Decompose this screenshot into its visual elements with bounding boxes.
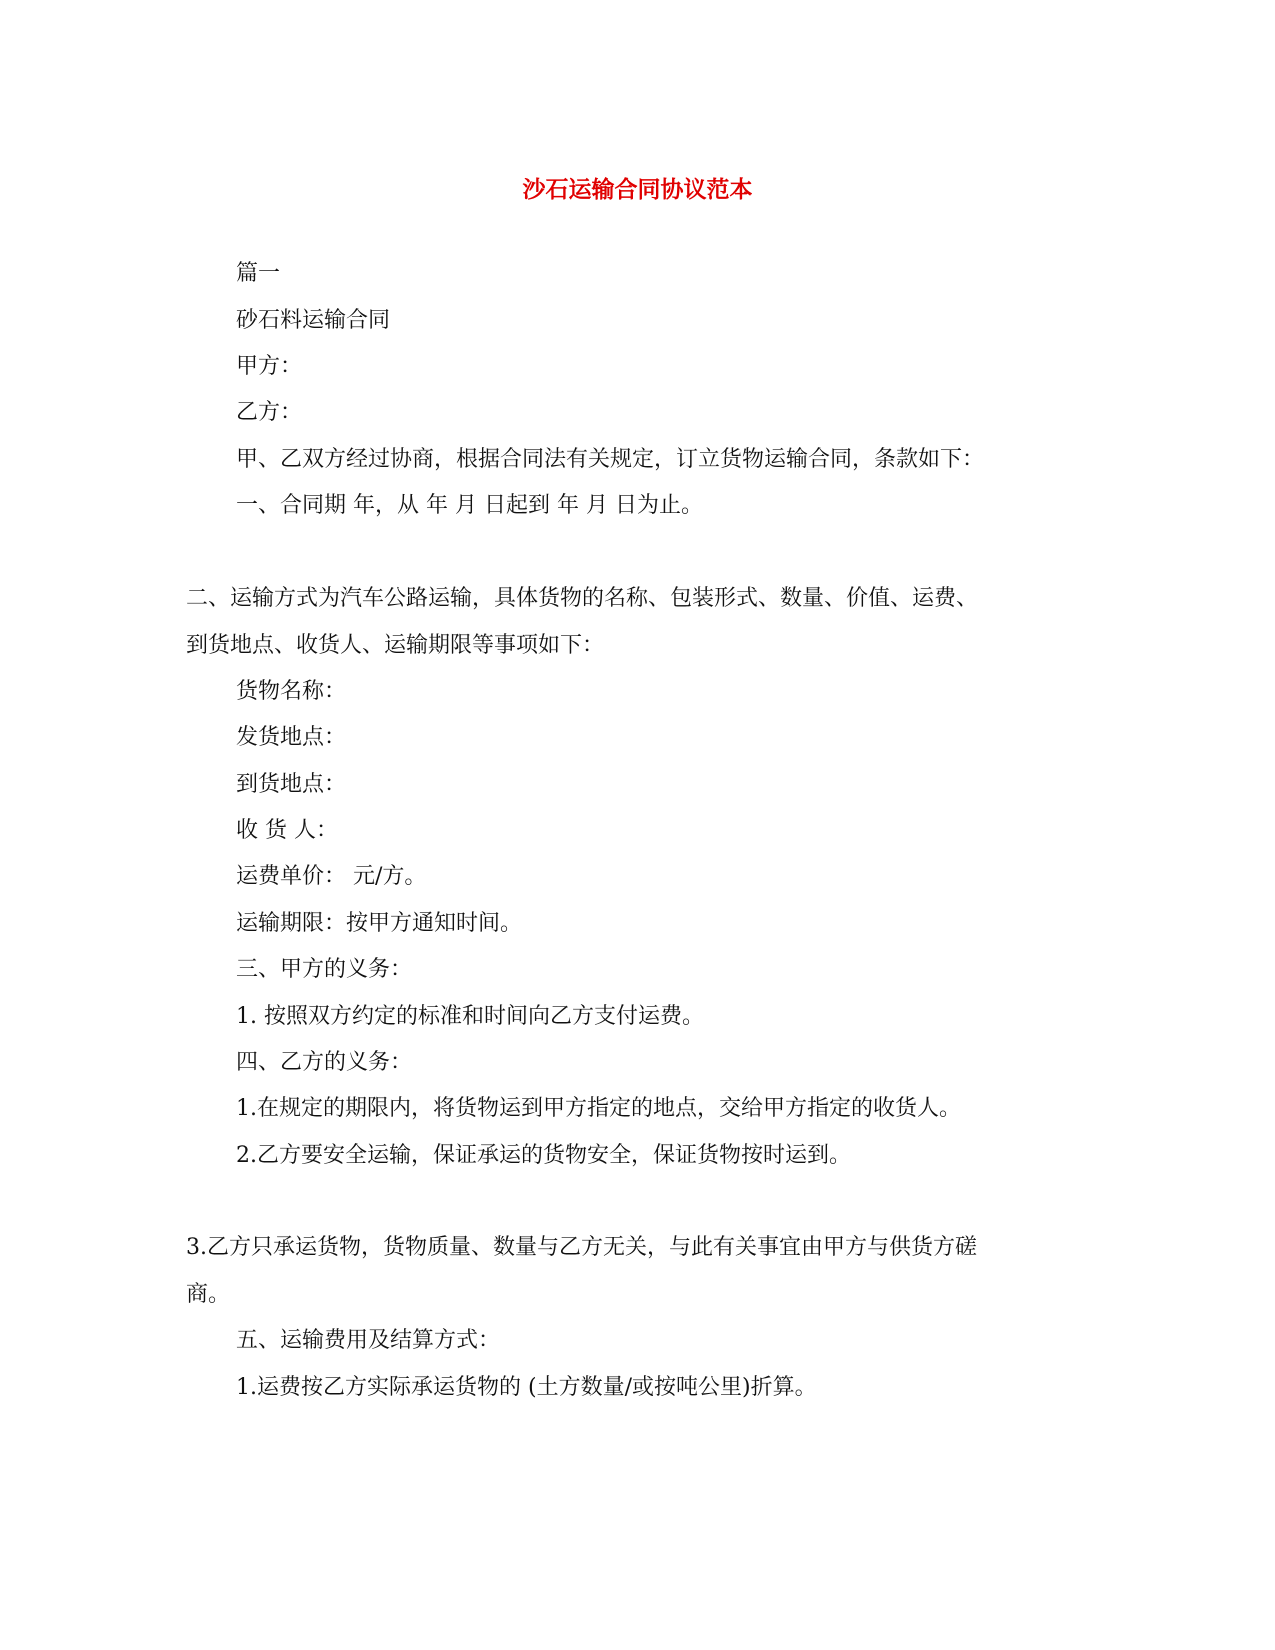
clause-4-item-3-line-2: 商。 bbox=[186, 1282, 231, 1307]
party-b: 乙方： bbox=[236, 400, 303, 425]
clause-5-heading: 五、运输费用及结算方式： bbox=[236, 1328, 501, 1353]
transport-period: 运输期限：按甲方通知时间。 bbox=[236, 911, 523, 936]
clause-5-item-1: 1.运费按乙方实际承运货物的 (土方数量/或按吨公里)折算。 bbox=[236, 1375, 817, 1400]
consignee: 收 货 人： bbox=[236, 818, 338, 843]
clause-4-item-1: 1.在规定的期限内，将货物运到甲方指定的地点，交给甲方指定的收货人。 bbox=[236, 1096, 961, 1121]
clause-3-heading: 三、甲方的义务： bbox=[236, 957, 413, 982]
clause-3-item-1: 1. 按照双方约定的标准和时间向乙方支付运费。 bbox=[236, 1004, 704, 1029]
freight-unit-price: 运费单价： 元/方。 bbox=[236, 864, 427, 889]
contract-name: 砂石料运输合同 bbox=[236, 308, 391, 333]
clause-2-line-1: 二、运输方式为汽车公路运输，具体货物的名称、包装形式、数量、价值、运费、 bbox=[186, 586, 979, 611]
clause-4-item-2: 2.乙方要安全运输，保证承运的货物安全，保证货物按时运到。 bbox=[236, 1143, 851, 1168]
clause-4-heading: 四、乙方的义务： bbox=[236, 1050, 413, 1075]
preamble: 甲、乙双方经过协商，根据合同法有关规定，订立货物运输合同，条款如下： bbox=[236, 447, 985, 472]
goods-name: 货物名称： bbox=[236, 679, 347, 704]
clause-4-item-3-line-1: 3.乙方只承运货物，货物质量、数量与乙方无关，与此有关事宜由甲方与供货方磋 bbox=[186, 1235, 977, 1260]
section-label: 篇一 bbox=[236, 261, 281, 286]
clause-2-line-2: 到货地点、收货人、运输期限等事项如下： bbox=[186, 633, 605, 658]
party-a: 甲方： bbox=[236, 354, 303, 379]
document-title: 沙石运输合同协议范本 bbox=[522, 176, 753, 203]
delivery-location: 到货地点： bbox=[236, 772, 347, 797]
clause-1-term: 一、合同期 年，从 年 月 日起到 年 月 日为止。 bbox=[236, 493, 703, 518]
shipping-location: 发货地点： bbox=[236, 725, 347, 750]
